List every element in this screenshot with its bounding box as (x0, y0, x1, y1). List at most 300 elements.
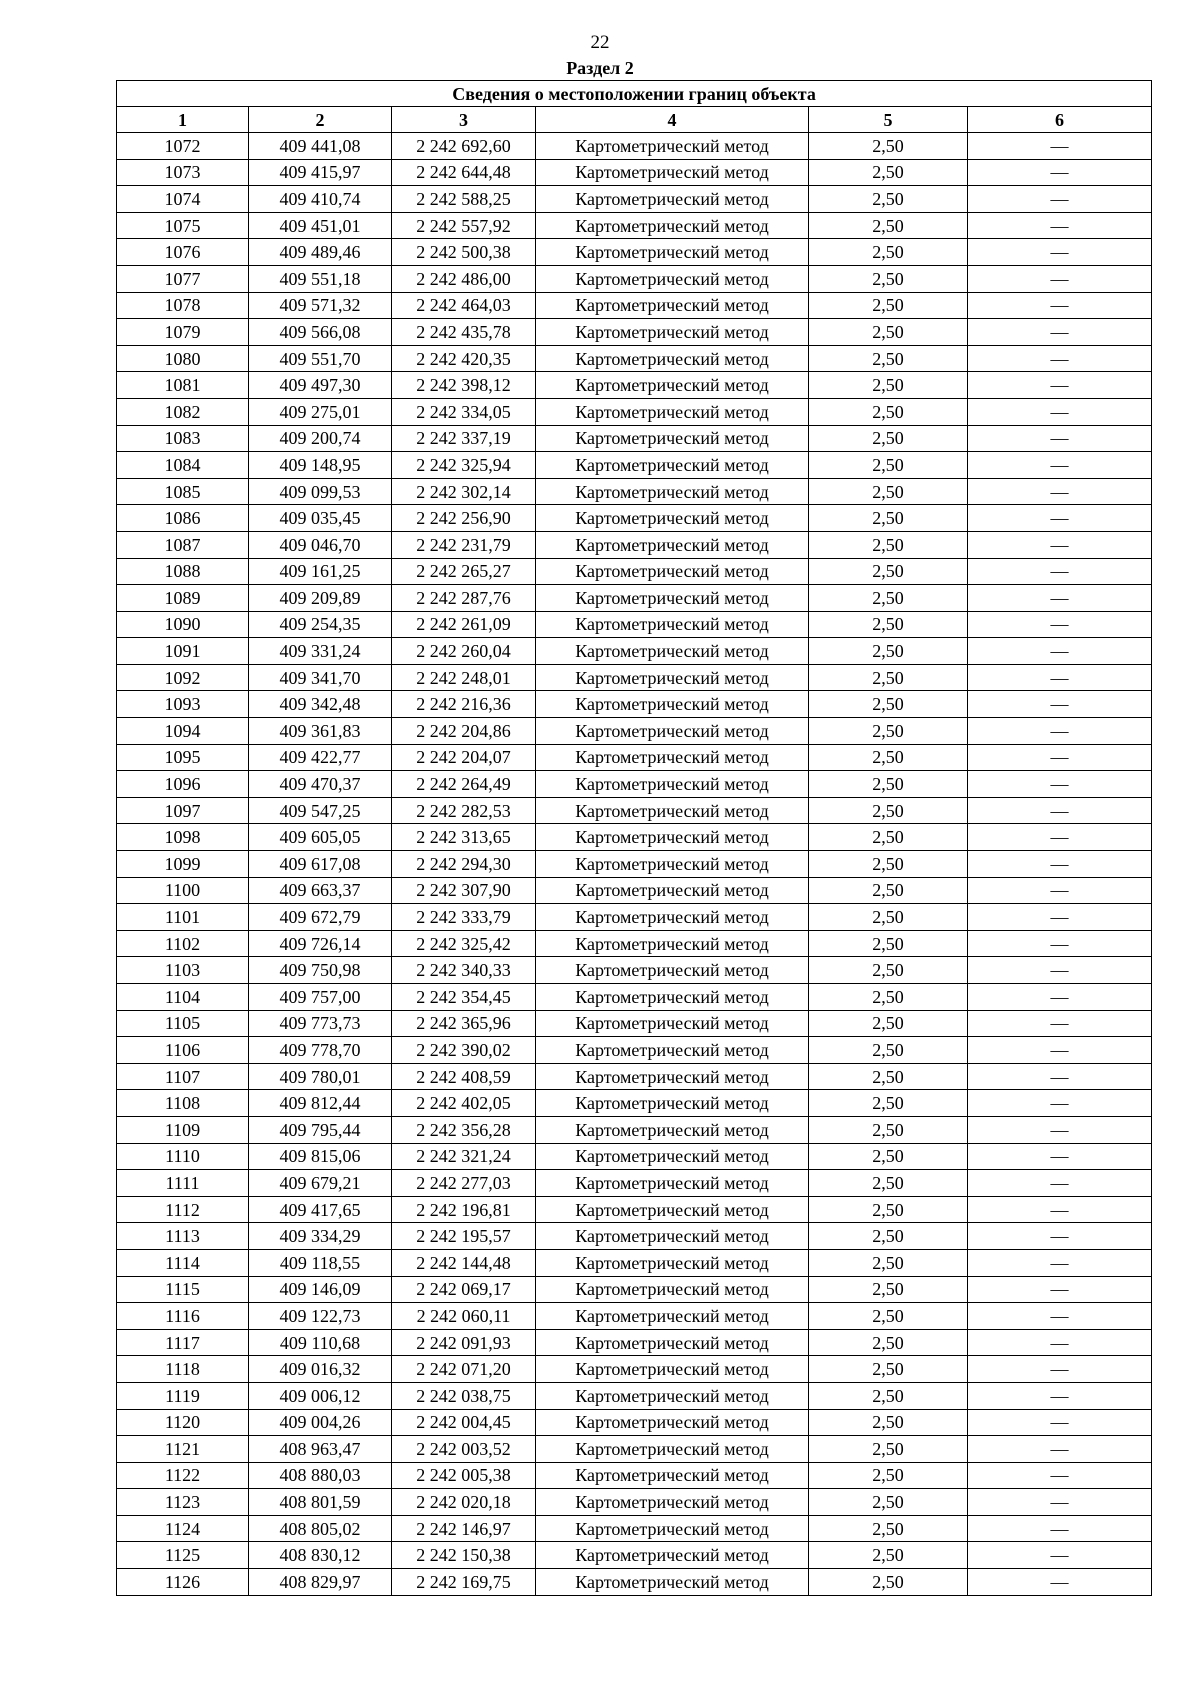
point-number-cell: 1099 (117, 851, 249, 878)
accuracy-cell: 2,50 (809, 930, 968, 957)
y-coordinate-cell: 2 242 302,14 (392, 478, 536, 505)
table-row (117, 505, 1152, 532)
x-coordinate-cell: 409 679,21 (249, 1170, 392, 1197)
method-cell: Картометрический метод (536, 505, 809, 532)
accuracy-cell: 2,50 (809, 372, 968, 399)
x-coordinate-cell: 409 146,09 (249, 1276, 392, 1303)
note-cell: — (968, 452, 1152, 479)
accuracy-cell: 2,50 (809, 851, 968, 878)
note-cell: — (968, 425, 1152, 452)
table-row (117, 1382, 1152, 1409)
accuracy-cell: 2,50 (809, 904, 968, 931)
x-coordinate-cell: 409 334,29 (249, 1223, 392, 1250)
point-number-cell: 1095 (117, 744, 249, 771)
x-coordinate-cell: 409 663,37 (249, 877, 392, 904)
table-row (117, 452, 1152, 479)
note-cell: — (968, 1382, 1152, 1409)
note-cell: — (968, 1356, 1152, 1383)
note-cell: — (968, 1037, 1152, 1064)
accuracy-cell: 2,50 (809, 425, 968, 452)
point-number-cell: 1097 (117, 797, 249, 824)
method-cell: Картометрический метод (536, 531, 809, 558)
point-number-cell: 1090 (117, 611, 249, 638)
y-coordinate-cell: 2 242 004,45 (392, 1409, 536, 1436)
section-title: Раздел 2 (566, 58, 634, 78)
method-cell: Картометрический метод (536, 744, 809, 771)
note-cell: — (968, 212, 1152, 239)
point-number-cell: 1080 (117, 345, 249, 372)
point-number-cell: 1076 (117, 239, 249, 266)
y-coordinate-cell: 2 242 264,49 (392, 771, 536, 798)
point-number-cell: 1107 (117, 1063, 249, 1090)
point-number-cell: 1121 (117, 1436, 249, 1463)
table-row (117, 292, 1152, 319)
note-cell: — (968, 957, 1152, 984)
table-row (117, 1489, 1152, 1516)
accuracy-cell: 2,50 (809, 1542, 968, 1569)
method-cell: Картометрический метод (536, 1329, 809, 1356)
note-cell: — (968, 372, 1152, 399)
accuracy-cell: 2,50 (809, 1010, 968, 1037)
note-cell: — (968, 1489, 1152, 1516)
x-coordinate-cell: 408 963,47 (249, 1436, 392, 1463)
y-coordinate-cell: 2 242 038,75 (392, 1382, 536, 1409)
table-row (117, 957, 1152, 984)
accuracy-cell: 2,50 (809, 744, 968, 771)
y-coordinate-cell: 2 242 408,59 (392, 1063, 536, 1090)
point-number-cell: 1115 (117, 1276, 249, 1303)
note-cell: — (968, 1542, 1152, 1569)
x-coordinate-cell: 408 805,02 (249, 1515, 392, 1542)
column-header: 6 (968, 107, 1152, 133)
note-cell: — (968, 531, 1152, 558)
method-cell: Картометрический метод (536, 1170, 809, 1197)
point-number-cell: 1126 (117, 1569, 249, 1596)
x-coordinate-cell: 409 617,08 (249, 851, 392, 878)
table-row (117, 319, 1152, 346)
note-cell: — (968, 638, 1152, 665)
accuracy-cell: 2,50 (809, 1462, 968, 1489)
table-row (117, 558, 1152, 585)
accuracy-cell: 2,50 (809, 1329, 968, 1356)
note-cell: — (968, 585, 1152, 612)
table-row (117, 398, 1152, 425)
method-cell: Картометрический метод (536, 1223, 809, 1250)
method-cell: Картометрический метод (536, 1196, 809, 1223)
accuracy-cell: 2,50 (809, 1249, 968, 1276)
x-coordinate-cell: 409 551,18 (249, 265, 392, 292)
x-coordinate-cell: 409 035,45 (249, 505, 392, 532)
table-row (117, 984, 1152, 1011)
x-coordinate-cell: 408 829,97 (249, 1569, 392, 1596)
table-row (117, 1515, 1152, 1542)
y-coordinate-cell: 2 242 231,79 (392, 531, 536, 558)
column-header: 2 (249, 107, 392, 133)
method-cell: Картометрический метод (536, 1569, 809, 1596)
accuracy-cell: 2,50 (809, 1170, 968, 1197)
table-row (117, 930, 1152, 957)
method-cell: Картометрический метод (536, 133, 809, 160)
method-cell: Картометрический метод (536, 1542, 809, 1569)
y-coordinate-cell: 2 242 307,90 (392, 877, 536, 904)
accuracy-cell: 2,50 (809, 319, 968, 346)
table-row (117, 159, 1152, 186)
point-number-cell: 1106 (117, 1037, 249, 1064)
y-coordinate-cell: 2 242 325,42 (392, 930, 536, 957)
point-number-cell: 1104 (117, 984, 249, 1011)
y-coordinate-cell: 2 242 195,57 (392, 1223, 536, 1250)
point-number-cell: 1100 (117, 877, 249, 904)
method-cell: Картометрический метод (536, 638, 809, 665)
table-row (117, 133, 1152, 160)
method-cell: Картометрический метод (536, 372, 809, 399)
point-number-cell: 1073 (117, 159, 249, 186)
note-cell: — (968, 398, 1152, 425)
column-header: 4 (536, 107, 809, 133)
table-row (117, 744, 1152, 771)
x-coordinate-cell: 409 331,24 (249, 638, 392, 665)
y-coordinate-cell: 2 242 265,27 (392, 558, 536, 585)
method-cell: Картометрический метод (536, 1249, 809, 1276)
accuracy-cell: 2,50 (809, 1276, 968, 1303)
note-cell: — (968, 984, 1152, 1011)
x-coordinate-cell: 409 812,44 (249, 1090, 392, 1117)
point-number-cell: 1098 (117, 824, 249, 851)
table-row (117, 345, 1152, 372)
note-cell: — (968, 771, 1152, 798)
point-number-cell: 1118 (117, 1356, 249, 1383)
method-cell: Картометрический метод (536, 1515, 809, 1542)
method-cell: Картометрический метод (536, 851, 809, 878)
method-cell: Картометрический метод (536, 611, 809, 638)
method-cell: Картометрический метод (536, 239, 809, 266)
y-coordinate-cell: 2 242 464,03 (392, 292, 536, 319)
point-number-cell: 1096 (117, 771, 249, 798)
note-cell: — (968, 478, 1152, 505)
method-cell: Картометрический метод (536, 984, 809, 1011)
table-row (117, 212, 1152, 239)
y-coordinate-cell: 2 242 196,81 (392, 1196, 536, 1223)
note-cell: — (968, 1515, 1152, 1542)
y-coordinate-cell: 2 242 313,65 (392, 824, 536, 851)
column-header: 1 (117, 107, 249, 133)
y-coordinate-cell: 2 242 435,78 (392, 319, 536, 346)
x-coordinate-cell: 409 209,89 (249, 585, 392, 612)
x-coordinate-cell: 409 497,30 (249, 372, 392, 399)
method-cell: Картометрический метод (536, 1037, 809, 1064)
method-cell: Картометрический метод (536, 425, 809, 452)
note-cell: — (968, 1409, 1152, 1436)
point-number-cell: 1077 (117, 265, 249, 292)
point-number-cell: 1091 (117, 638, 249, 665)
table-row (117, 1356, 1152, 1383)
column-header: 3 (392, 107, 536, 133)
point-number-cell: 1093 (117, 691, 249, 718)
point-number-cell: 1125 (117, 1542, 249, 1569)
method-cell: Картометрический метод (536, 212, 809, 239)
point-number-cell: 1084 (117, 452, 249, 479)
accuracy-cell: 2,50 (809, 638, 968, 665)
note-cell: — (968, 1196, 1152, 1223)
accuracy-cell: 2,50 (809, 558, 968, 585)
accuracy-cell: 2,50 (809, 345, 968, 372)
x-coordinate-cell: 409 780,01 (249, 1063, 392, 1090)
point-number-cell: 1108 (117, 1090, 249, 1117)
method-cell: Картометрический метод (536, 159, 809, 186)
note-cell: — (968, 505, 1152, 532)
y-coordinate-cell: 2 242 420,35 (392, 345, 536, 372)
x-coordinate-cell: 408 801,59 (249, 1489, 392, 1516)
y-coordinate-cell: 2 242 500,38 (392, 239, 536, 266)
x-coordinate-cell: 409 773,73 (249, 1010, 392, 1037)
accuracy-cell: 2,50 (809, 691, 968, 718)
table-row (117, 638, 1152, 665)
y-coordinate-cell: 2 242 390,02 (392, 1037, 536, 1064)
y-coordinate-cell: 2 242 216,36 (392, 691, 536, 718)
accuracy-cell: 2,50 (809, 398, 968, 425)
x-coordinate-cell: 409 417,65 (249, 1196, 392, 1223)
note-cell: — (968, 133, 1152, 160)
accuracy-cell: 2,50 (809, 1303, 968, 1330)
accuracy-cell: 2,50 (809, 265, 968, 292)
method-cell: Картометрический метод (536, 1090, 809, 1117)
point-number-cell: 1078 (117, 292, 249, 319)
table-row (117, 1037, 1152, 1064)
y-coordinate-cell: 2 242 325,94 (392, 452, 536, 479)
point-number-cell: 1089 (117, 585, 249, 612)
point-number-cell: 1103 (117, 957, 249, 984)
x-coordinate-cell: 409 672,79 (249, 904, 392, 931)
table-row (117, 1249, 1152, 1276)
note-cell: — (968, 1223, 1152, 1250)
x-coordinate-cell: 409 415,97 (249, 159, 392, 186)
accuracy-cell: 2,50 (809, 718, 968, 745)
table-row (117, 611, 1152, 638)
note-cell: — (968, 1436, 1152, 1463)
y-coordinate-cell: 2 242 333,79 (392, 904, 536, 931)
method-cell: Картометрический метод (536, 771, 809, 798)
note-cell: — (968, 292, 1152, 319)
y-coordinate-cell: 2 242 020,18 (392, 1489, 536, 1516)
table-title: Сведения о местоположении границ объекта (117, 81, 1152, 107)
note-cell: — (968, 691, 1152, 718)
note-cell: — (968, 1143, 1152, 1170)
x-coordinate-cell: 409 342,48 (249, 691, 392, 718)
accuracy-cell: 2,50 (809, 877, 968, 904)
x-coordinate-cell: 409 361,83 (249, 718, 392, 745)
point-number-cell: 1101 (117, 904, 249, 931)
y-coordinate-cell: 2 242 091,93 (392, 1329, 536, 1356)
note-cell: — (968, 824, 1152, 851)
accuracy-cell: 2,50 (809, 1223, 968, 1250)
y-coordinate-cell: 2 242 069,17 (392, 1276, 536, 1303)
x-coordinate-cell: 409 815,06 (249, 1143, 392, 1170)
accuracy-cell: 2,50 (809, 186, 968, 213)
table-row (117, 1090, 1152, 1117)
point-number-cell: 1109 (117, 1116, 249, 1143)
table-row (117, 186, 1152, 213)
y-coordinate-cell: 2 242 204,07 (392, 744, 536, 771)
y-coordinate-cell: 2 242 144,48 (392, 1249, 536, 1276)
method-cell: Картометрический метод (536, 585, 809, 612)
point-number-cell: 1075 (117, 212, 249, 239)
table-row (117, 904, 1152, 931)
accuracy-cell: 2,50 (809, 133, 968, 160)
column-header-row (117, 107, 1152, 133)
table-body (117, 133, 1152, 1596)
accuracy-cell: 2,50 (809, 585, 968, 612)
note-cell: — (968, 797, 1152, 824)
note-cell: — (968, 1462, 1152, 1489)
y-coordinate-cell: 2 242 277,03 (392, 1170, 536, 1197)
x-coordinate-cell: 409 451,01 (249, 212, 392, 239)
table-row (117, 1143, 1152, 1170)
table-row (117, 265, 1152, 292)
method-cell: Картометрический метод (536, 664, 809, 691)
method-cell: Картометрический метод (536, 1116, 809, 1143)
note-cell: — (968, 159, 1152, 186)
table-row (117, 771, 1152, 798)
boundary-coordinates-table (116, 80, 1152, 1596)
y-coordinate-cell: 2 242 071,20 (392, 1356, 536, 1383)
x-coordinate-cell: 409 726,14 (249, 930, 392, 957)
point-number-cell: 1124 (117, 1515, 249, 1542)
y-coordinate-cell: 2 242 261,09 (392, 611, 536, 638)
x-coordinate-cell: 409 410,74 (249, 186, 392, 213)
note-cell: — (968, 1063, 1152, 1090)
table-row (117, 1276, 1152, 1303)
point-number-cell: 1111 (117, 1170, 249, 1197)
accuracy-cell: 2,50 (809, 771, 968, 798)
accuracy-cell: 2,50 (809, 478, 968, 505)
x-coordinate-cell: 409 006,12 (249, 1382, 392, 1409)
x-coordinate-cell: 409 547,25 (249, 797, 392, 824)
accuracy-cell: 2,50 (809, 1356, 968, 1383)
method-cell: Картометрический метод (536, 1462, 809, 1489)
accuracy-cell: 2,50 (809, 1515, 968, 1542)
note-cell: — (968, 558, 1152, 585)
point-number-cell: 1083 (117, 425, 249, 452)
x-coordinate-cell: 409 118,55 (249, 1249, 392, 1276)
note-cell: — (968, 1329, 1152, 1356)
accuracy-cell: 2,50 (809, 797, 968, 824)
x-coordinate-cell: 409 489,46 (249, 239, 392, 266)
table-row (117, 239, 1152, 266)
method-cell: Картометрический метод (536, 398, 809, 425)
accuracy-cell: 2,50 (809, 292, 968, 319)
y-coordinate-cell: 2 242 146,97 (392, 1515, 536, 1542)
point-number-cell: 1122 (117, 1462, 249, 1489)
note-cell: — (968, 1010, 1152, 1037)
x-coordinate-cell: 409 551,70 (249, 345, 392, 372)
point-number-cell: 1087 (117, 531, 249, 558)
table-row (117, 1569, 1152, 1596)
y-coordinate-cell: 2 242 150,38 (392, 1542, 536, 1569)
method-cell: Картометрический метод (536, 1010, 809, 1037)
method-cell: Картометрический метод (536, 1356, 809, 1383)
y-coordinate-cell: 2 242 588,25 (392, 186, 536, 213)
table-row (117, 1409, 1152, 1436)
table-row (117, 1063, 1152, 1090)
table-row (117, 1542, 1152, 1569)
table-row (117, 797, 1152, 824)
y-coordinate-cell: 2 242 260,04 (392, 638, 536, 665)
note-cell: — (968, 186, 1152, 213)
table-row (117, 585, 1152, 612)
method-cell: Картометрический метод (536, 1303, 809, 1330)
x-coordinate-cell: 408 830,12 (249, 1542, 392, 1569)
x-coordinate-cell: 409 605,05 (249, 824, 392, 851)
accuracy-cell: 2,50 (809, 664, 968, 691)
x-coordinate-cell: 409 422,77 (249, 744, 392, 771)
y-coordinate-cell: 2 242 287,76 (392, 585, 536, 612)
table-row (117, 531, 1152, 558)
accuracy-cell: 2,50 (809, 1037, 968, 1064)
y-coordinate-cell: 2 242 340,33 (392, 957, 536, 984)
y-coordinate-cell: 2 242 692,60 (392, 133, 536, 160)
table-row (117, 1223, 1152, 1250)
table-row (117, 877, 1152, 904)
x-coordinate-cell: 409 099,53 (249, 478, 392, 505)
note-cell: — (968, 1170, 1152, 1197)
point-number-cell: 1119 (117, 1382, 249, 1409)
x-coordinate-cell: 409 110,68 (249, 1329, 392, 1356)
x-coordinate-cell: 409 470,37 (249, 771, 392, 798)
accuracy-cell: 2,50 (809, 1382, 968, 1409)
point-number-cell: 1085 (117, 478, 249, 505)
table-row (117, 372, 1152, 399)
x-coordinate-cell: 409 161,25 (249, 558, 392, 585)
note-cell: — (968, 930, 1152, 957)
method-cell: Картометрический метод (536, 1489, 809, 1516)
method-cell: Картометрический метод (536, 1063, 809, 1090)
accuracy-cell: 2,50 (809, 212, 968, 239)
point-number-cell: 1081 (117, 372, 249, 399)
note-cell: — (968, 1249, 1152, 1276)
accuracy-cell: 2,50 (809, 957, 968, 984)
x-coordinate-cell: 408 880,03 (249, 1462, 392, 1489)
accuracy-cell: 2,50 (809, 984, 968, 1011)
point-number-cell: 1112 (117, 1196, 249, 1223)
note-cell: — (968, 877, 1152, 904)
point-number-cell: 1079 (117, 319, 249, 346)
y-coordinate-cell: 2 242 557,92 (392, 212, 536, 239)
accuracy-cell: 2,50 (809, 452, 968, 479)
x-coordinate-cell: 409 254,35 (249, 611, 392, 638)
accuracy-cell: 2,50 (809, 824, 968, 851)
method-cell: Картометрический метод (536, 718, 809, 745)
point-number-cell: 1110 (117, 1143, 249, 1170)
point-number-cell: 1117 (117, 1329, 249, 1356)
y-coordinate-cell: 2 242 486,00 (392, 265, 536, 292)
note-cell: — (968, 1116, 1152, 1143)
method-cell: Картометрический метод (536, 797, 809, 824)
method-cell: Картометрический метод (536, 1143, 809, 1170)
method-cell: Картометрический метод (536, 1382, 809, 1409)
x-coordinate-cell: 409 148,95 (249, 452, 392, 479)
point-number-cell: 1094 (117, 718, 249, 745)
x-coordinate-cell: 409 778,70 (249, 1037, 392, 1064)
table-row (117, 1436, 1152, 1463)
method-cell: Картометрический метод (536, 345, 809, 372)
y-coordinate-cell: 2 242 169,75 (392, 1569, 536, 1596)
accuracy-cell: 2,50 (809, 239, 968, 266)
accuracy-cell: 2,50 (809, 159, 968, 186)
x-coordinate-cell: 409 341,70 (249, 664, 392, 691)
table-row (117, 691, 1152, 718)
note-cell: — (968, 611, 1152, 638)
point-number-cell: 1074 (117, 186, 249, 213)
